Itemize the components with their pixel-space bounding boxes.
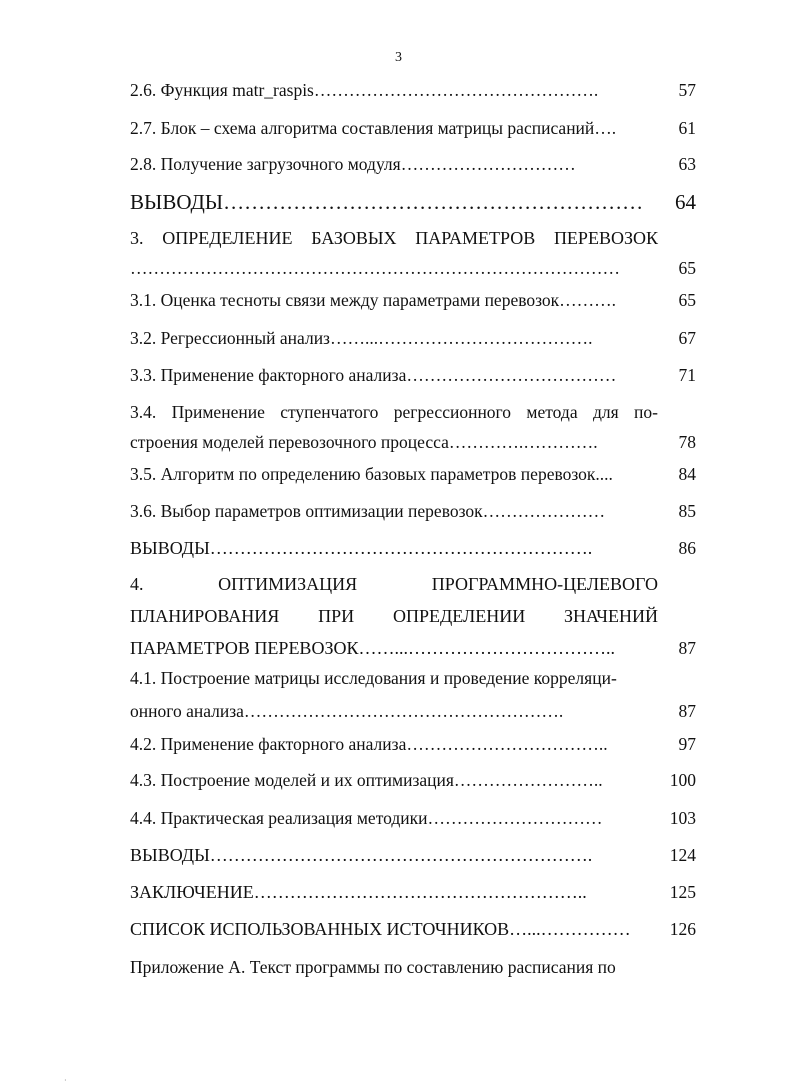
heading-word: ОПРЕДЕЛЕНИЕ — [162, 228, 293, 248]
heading-word: ОПРЕДЕЛЕНИИ — [392, 606, 526, 626]
heading-word: ПЕРЕВОЗОК — [553, 228, 658, 248]
toc-entry-2-8: 2.8. Получение загрузочного модуля………………………… — [130, 154, 576, 174]
toc-page-conclusions-ch4: 124 — [669, 845, 696, 865]
heading-word: ПАРАМЕТРОВ — [415, 228, 536, 248]
entry-word: регрессионного — [393, 402, 512, 422]
toc-entry-3-6: 3.6. Выбор параметров оптимизации перевозок………………… — [130, 501, 606, 521]
toc-chapter-3-heading — [130, 226, 658, 250]
toc-page-conclusion: 125 — [669, 882, 696, 902]
toc-chapter-4-heading-line3: ПАРАМЕТРОВ ПЕРЕВОЗОК……...…………………………….. — [130, 638, 615, 658]
toc-entry-4-1-line1: 4.1. Построение матрицы исследования и проведение корреляци- — [130, 668, 617, 688]
toc-entry-conclusions-ch4: ВЫВОДЫ………………………………………………………. — [130, 845, 593, 865]
toc-page-3-4: 78 — [678, 432, 696, 452]
toc-page-4-4: 103 — [669, 808, 696, 828]
toc-page-3-1: 65 — [678, 290, 696, 310]
heading-word: БАЗОВЫХ — [311, 228, 397, 248]
toc-page-3-6: 85 — [678, 501, 696, 521]
toc-entry-appendix-a: Приложение А. Текст программы по составлению расписания по — [130, 957, 616, 977]
toc-entry-references: СПИСОК ИСПОЛЬЗОВАННЫХ ИСТОЧНИКОВ…...…………… — [130, 919, 631, 939]
heading-word: ЗНАЧЕНИЙ — [564, 606, 658, 626]
toc-page-chapter-4: 87 — [678, 638, 696, 658]
toc-page-3-5: 84 — [678, 464, 696, 484]
toc-page-4-1: 87 — [678, 701, 696, 721]
toc-entry-3-5: 3.5. Алгоритм по определению базовых параметров перевозок.... — [130, 464, 613, 484]
toc-page-2-8: 63 — [678, 154, 696, 174]
toc-page-4-3: 100 — [669, 770, 696, 790]
toc-entry-2-6: 2.6. Функция matr_raspis…………………………………………. — [130, 80, 599, 100]
page-number: 3 — [395, 50, 402, 65]
toc-entry-3-4-line1 — [130, 400, 658, 424]
toc-page-3-2: 67 — [678, 328, 696, 348]
toc-entry-3-4-line2: строения моделей перевозочного процесса………….…………. — [130, 432, 598, 452]
toc-page-conclusions-ch3: 86 — [678, 538, 696, 558]
entry-word: по- — [634, 402, 658, 422]
toc-entry-4-4: 4.4. Практическая реализация методики………………………… — [130, 808, 603, 828]
toc-entry-3-3: 3.3. Применение факторного анализа……………………………… — [130, 365, 617, 385]
toc-entry-4-3: 4.3. Построение моделей и их оптимизация…………………….. — [130, 770, 603, 790]
toc-chapter-4-heading-line1 — [130, 572, 658, 596]
toc-page-conclusions-ch2: 64 — [675, 190, 696, 214]
entry-word: Применение — [171, 402, 265, 422]
heading-word: ОПТИМИЗАЦИЯ — [218, 574, 358, 594]
toc-chapter-3-dots: ………………………………………………………………………… — [130, 258, 620, 278]
heading-word: ПРОГРАММНО-ЦЕЛЕВОГО — [431, 574, 658, 594]
toc-page-3-3: 71 — [678, 365, 696, 385]
toc-entry-conclusions-ch3: ВЫВОДЫ………………………………………………………. — [130, 538, 593, 558]
heading-word: ПРИ — [318, 606, 355, 626]
toc-entry-3-1: 3.1. Оценка тесноты связи между параметрами перевозок………. — [130, 290, 617, 310]
scan-mark: · — [64, 1076, 67, 1085]
toc-page-4-2: 97 — [678, 734, 696, 754]
toc-page-2-7: 61 — [678, 118, 696, 138]
toc-entry-conclusions-ch2: ВЫВОДЫ…………………………………………………… — [130, 190, 644, 214]
entry-word: 3.4. — [130, 402, 157, 422]
heading-word: 4. — [130, 574, 144, 594]
toc-entry-conclusion: ЗАКЛЮЧЕНИЕ……………………………………………….. — [130, 882, 587, 902]
toc-page-2-6: 57 — [678, 80, 696, 100]
entry-word: для — [592, 402, 619, 422]
toc-page-references: 126 — [669, 919, 696, 939]
toc-page-chapter-3: 65 — [678, 258, 696, 278]
entry-word: метода — [526, 402, 578, 422]
toc-entry-2-7: 2.7. Блок – схема алгоритма составления матрицы расписаний…. — [130, 118, 617, 138]
heading-word: 3. — [130, 228, 144, 248]
toc-entry-3-2: 3.2. Регрессионный анализ……...………………………………. — [130, 328, 593, 348]
toc-entry-4-1-line2: онного анализа………………………………………………. — [130, 701, 564, 721]
entry-word: ступенчатого — [280, 402, 379, 422]
toc-chapter-4-heading-line2 — [130, 604, 658, 628]
heading-word: ПЛАНИРОВАНИЯ — [130, 606, 280, 626]
toc-entry-4-2: 4.2. Применение факторного анализа…………………………….. — [130, 734, 608, 754]
